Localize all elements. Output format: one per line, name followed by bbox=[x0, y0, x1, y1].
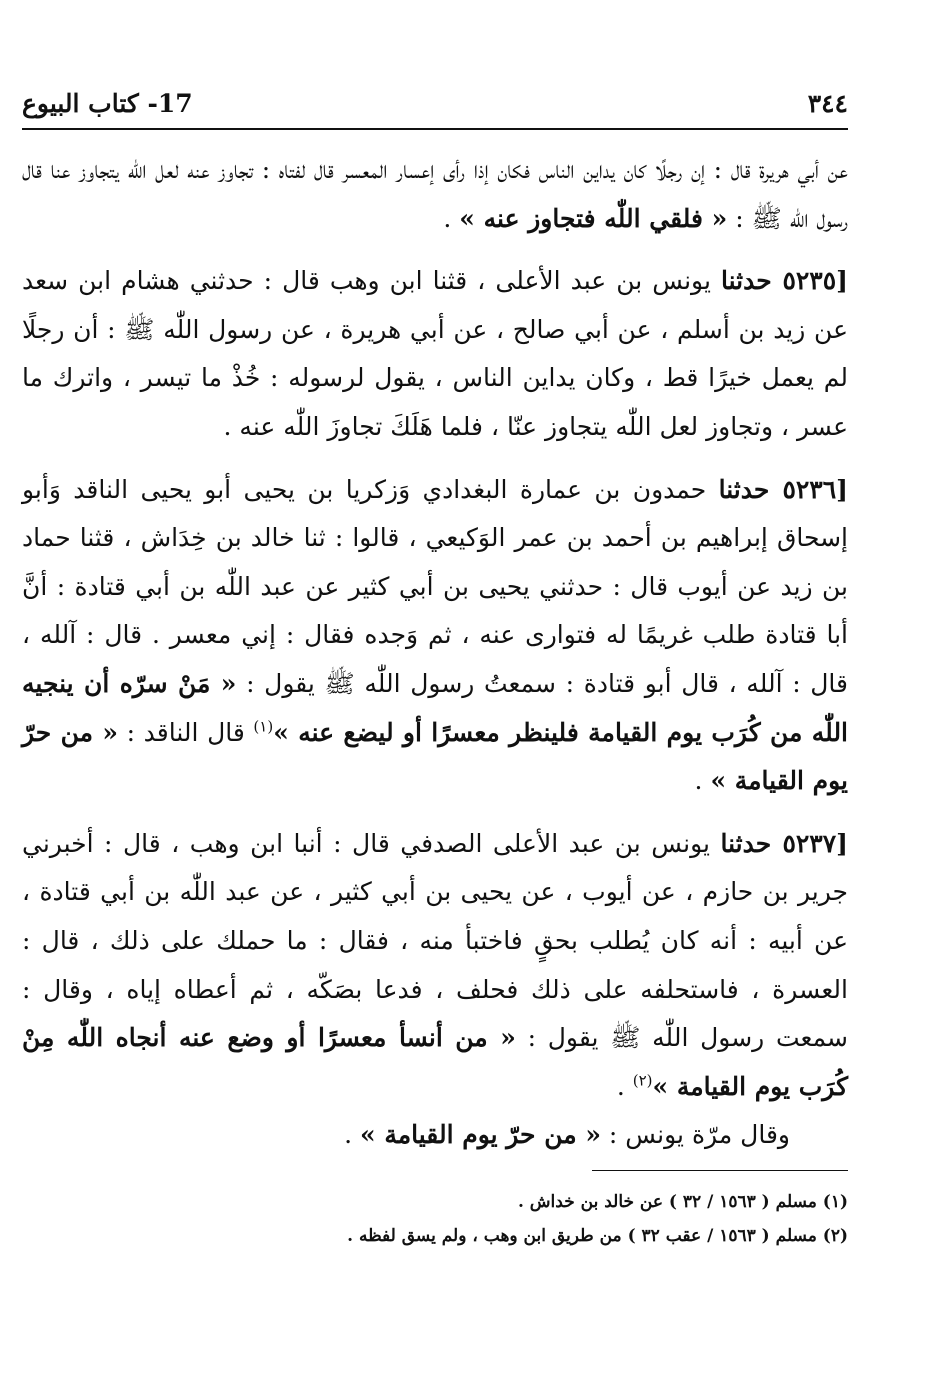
hadith-number: [٥٢٣٧ bbox=[782, 828, 848, 858]
text-run: . bbox=[694, 766, 711, 796]
hadith-number: [٥٢٣٥ bbox=[782, 266, 848, 296]
bold-text: « مَنْ سرّه أن ينجيه اللّٰه من كُرَب يوم القيامة فلينظر معسرًا أو ليضع عنه » bbox=[22, 668, 849, 747]
footnote-ref: (١) bbox=[253, 717, 274, 736]
text-run: عن أبي هريرة قال : إن رجلًا كان يداين الناس فكان إذا رأى إعسار المعسر قال لفتاه : تجاوز عنه لعل اللّٰه يتجاوز عنا قال رسول اللّٰه ﷺ : bbox=[22, 155, 848, 233]
hadith-paragraph bbox=[22, 146, 848, 243]
chapter-title: 17- كتاب البيوع bbox=[22, 89, 193, 118]
page-header bbox=[22, 72, 848, 118]
text-run: يونس بن عبد الأعلى الصدفي قال : أنبا ابن وهب ، قال : أخبرني جرير بن حازم ، عن أيوب ، عن يحيى بن أبي كثير ، عن عبد اللّٰه بن أبي قتادة ، عن أبيه : أنه كان يُطلب بحقٍ فاختبأ منه ، فقال : ما حملك على ذلك ، قال : العسرة ، فاستحلفه على ذلك فحلف ، فدعا بصَكّه ، ثم أعطاه إياه ، وقال : سمعت رسول اللّٰه ﷺ يقول : bbox=[22, 828, 849, 1053]
bold-text: « من حرّ يوم القيامة » bbox=[22, 717, 848, 796]
footnote-1: (١) مسلم ( ١٥٦٣ / ٣٢ ) عن خالد بن خداش . bbox=[517, 1192, 848, 1212]
hadith-number: [٥٢٣٦ bbox=[782, 474, 849, 504]
text-run: حمدون بن عمارة البغدادي وَزكريا بن يحيى أبو يحيى الناقد وَأبو إسحاق إبراهيم بن أحمد بن عمر الوَكيعي ، قالوا : ثنا خالد بن خِدَاش ، قثنا حماد بن زيد عن أيوب قال : حدثني يحيى بن أبي كثير عن عبد اللّٰه بن أبي قتادة : أنَّ أبا قتادة طلب غريمًا له فتوارى عنه ، ثم وَجده فقال : إني معسر . قال : آلله ، قال : آلله ، قال أبو قتادة : سمعتُ رسول اللّٰه ﷺ يقول : bbox=[22, 474, 848, 698]
footnotes bbox=[22, 1185, 848, 1253]
bold-text: حدثنا bbox=[720, 828, 783, 858]
hadith-paragraph bbox=[22, 820, 848, 1112]
footnote-2: (٢) مسلم ( ١٥٦٣ / عقب ٣٢ ) من طريق ابن وهب ، ولم يسق لفظه . bbox=[347, 1226, 848, 1246]
paragraph-list bbox=[22, 146, 848, 1111]
page-number: ٣٤٤ bbox=[807, 89, 848, 118]
bold-text: حدثنا bbox=[720, 266, 783, 296]
text-run: يونس بن عبد الأعلى ، قثنا ابن وهب قال : حدثني هشام ابن سعد عن زيد بن أسلم ، عن أبي صالح ، عن أبي هريرة ، عن رسول اللّٰه ﷺ : أن رجلًا لم يعمل خيرًا قط ، وكان يداين الناس ، يقول لرسوله : خُذْ ما تيسر ، واترك ما عسر ، وتجاوز لعل اللّٰه يتجاوز عنّا ، فلما هَلَكَ تجاوزَ اللّٰه عنه . bbox=[22, 266, 848, 441]
text-run: قال الناقد : bbox=[118, 717, 254, 747]
footnote-divider bbox=[592, 1170, 848, 1171]
bold-text: « من أنسأ معسرًا أو وضع عنه أنجاه اللّٰه مِنْ كُرَب يوم القيامة » bbox=[22, 1023, 848, 1101]
text-run: . bbox=[443, 203, 460, 233]
bold-text: « فلقي اللّٰه فتجاوز عنه » bbox=[459, 203, 728, 233]
closing-end: . bbox=[344, 1120, 361, 1150]
text-run: . bbox=[616, 1071, 633, 1101]
closing-line bbox=[22, 1111, 848, 1160]
closing-text: وقال مرّة يونس : bbox=[600, 1120, 790, 1150]
hadith-paragraph bbox=[22, 257, 848, 451]
header-divider bbox=[22, 128, 848, 130]
hadith-paragraph bbox=[22, 466, 848, 806]
bold-text: حدثنا bbox=[718, 474, 783, 504]
closing-quote: « من حرّ يوم القيامة » bbox=[360, 1120, 601, 1150]
main-text bbox=[22, 146, 848, 1160]
footnote-ref: (٢) bbox=[632, 1071, 653, 1090]
